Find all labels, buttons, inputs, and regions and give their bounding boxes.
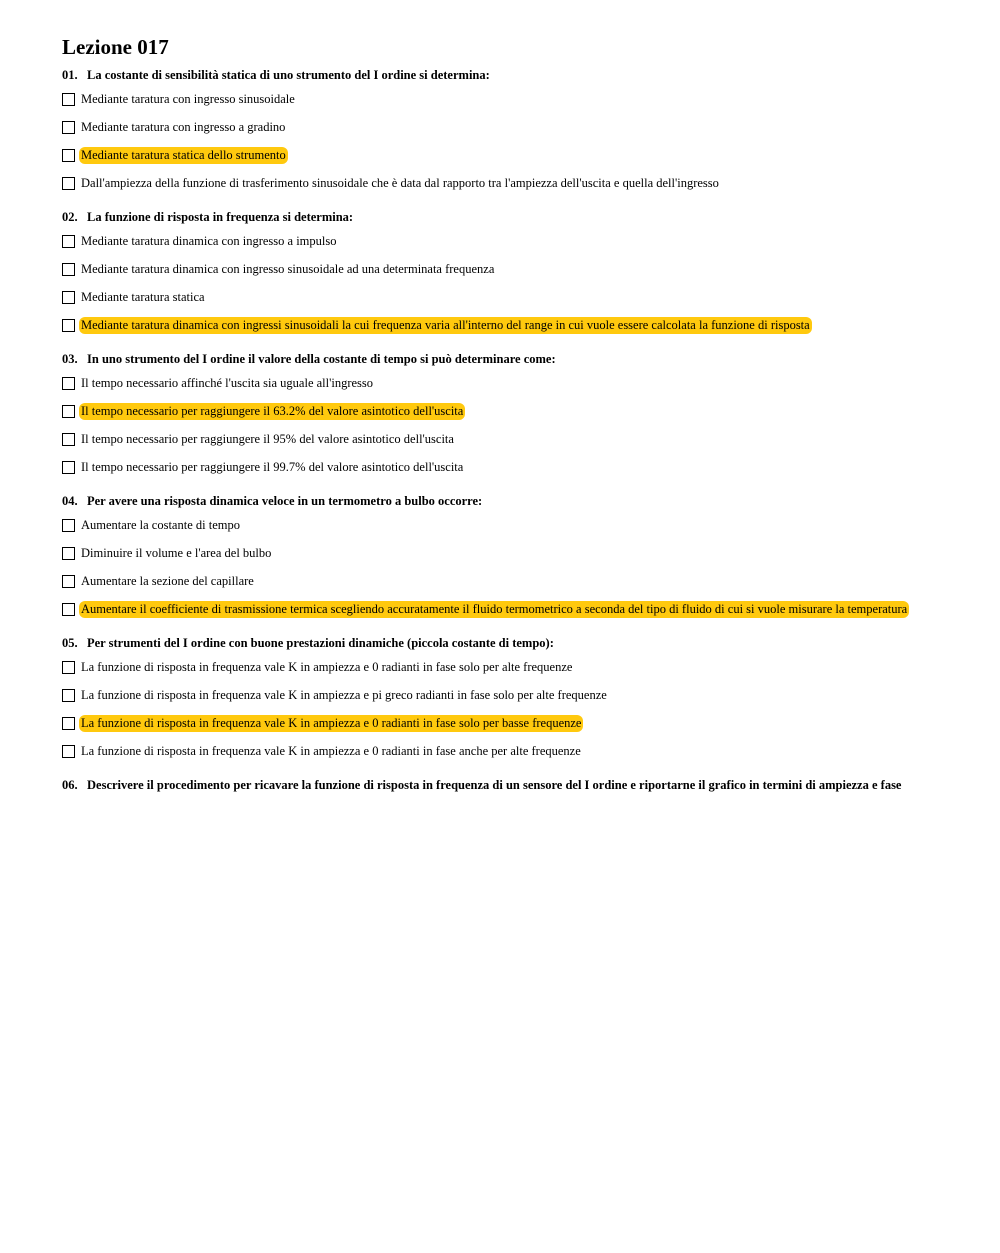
question-number: 03. xyxy=(62,352,78,366)
answer-text: Mediante taratura con ingresso a gradino xyxy=(81,119,286,134)
question-4 xyxy=(62,493,982,623)
answer-text: Dall'ampiezza della funzione di trasferimento sinusoidale che è data dal rapporto tra l'ampiezza dell'uscita e quella dell'ingresso xyxy=(81,175,719,190)
answer-text-highlighted: Mediante taratura dinamica con ingressi sinusoidali la cui frequenza varia all'interno del range in cui vuole essere calcolata la funzione di risposta xyxy=(81,317,810,332)
answer-text: Diminuire il volume e l'area del bulbo xyxy=(81,545,272,560)
question-number: 04. xyxy=(62,494,78,508)
answer-checkbox[interactable] xyxy=(62,689,75,702)
answer-option xyxy=(62,453,982,481)
answer-option xyxy=(62,737,982,765)
document-page xyxy=(62,33,982,805)
question-number: 06. xyxy=(62,778,78,792)
answer-option xyxy=(62,425,982,453)
answer-checkbox[interactable] xyxy=(62,547,75,560)
answer-checkbox[interactable] xyxy=(62,93,75,106)
question-heading xyxy=(62,209,982,225)
answer-text: La funzione di risposta in frequenza vale K in ampiezza e 0 radianti in fase anche per alte frequenze xyxy=(81,743,581,758)
answer-checkbox[interactable] xyxy=(62,603,75,616)
question-number: 02. xyxy=(62,210,78,224)
answer-option xyxy=(62,113,982,141)
question-2 xyxy=(62,209,982,339)
question-heading xyxy=(62,493,982,509)
question-heading xyxy=(62,777,982,793)
answer-text: Mediante taratura con ingresso sinusoidale xyxy=(81,91,295,106)
answer-option xyxy=(62,227,982,255)
answer-checkbox[interactable] xyxy=(62,377,75,390)
question-text: La costante di sensibilità statica di uno strumento del I ordine si determina: xyxy=(87,68,490,82)
answer-option xyxy=(62,539,982,567)
answer-text: Aumentare la costante di tempo xyxy=(81,517,240,532)
answer-text: Mediante taratura statica xyxy=(81,289,205,304)
answer-option xyxy=(62,141,982,169)
answer-option xyxy=(62,255,982,283)
question-number: 01. xyxy=(62,68,78,82)
answer-checkbox[interactable] xyxy=(62,405,75,418)
question-number: 05. xyxy=(62,636,78,650)
question-text: La funzione di risposta in frequenza si determina: xyxy=(87,210,354,224)
question-heading xyxy=(62,635,982,651)
answer-text: La funzione di risposta in frequenza vale K in ampiezza e 0 radianti in fase solo per alte frequenze xyxy=(81,659,573,674)
answer-text: Il tempo necessario affinché l'uscita sia uguale all'ingresso xyxy=(81,375,374,390)
question-list xyxy=(62,67,982,793)
answer-option xyxy=(62,709,982,737)
answer-checkbox[interactable] xyxy=(62,519,75,532)
answer-checkbox[interactable] xyxy=(62,291,75,304)
answer-text: Mediante taratura dinamica con ingresso a impulso xyxy=(81,233,337,248)
answer-checkbox[interactable] xyxy=(62,745,75,758)
question-1 xyxy=(62,67,982,197)
answer-option xyxy=(62,397,982,425)
question-text: Per avere una risposta dinamica veloce in un termometro a bulbo occorre: xyxy=(87,494,483,508)
answer-text: La funzione di risposta in frequenza vale K in ampiezza e pi greco radianti in fase solo per alte frequenze xyxy=(81,687,607,702)
answer-option xyxy=(62,653,982,681)
answer-text-highlighted: La funzione di risposta in frequenza vale K in ampiezza e 0 radianti in fase solo per basse frequenze xyxy=(81,715,582,730)
answer-checkbox[interactable] xyxy=(62,319,75,332)
answer-text-highlighted: Aumentare il coefficiente di trasmissione termica scegliendo accuratamente il fluido termometrico a seconda del tipo di fluido di cui si vuole misurare la temperatura xyxy=(81,601,908,616)
question-3 xyxy=(62,351,982,481)
question-heading xyxy=(62,351,982,367)
answer-text: Aumentare la sezione del capillare xyxy=(81,573,254,588)
lesson-title: Lezione 017 xyxy=(62,35,169,59)
question-text: Descrivere il procedimento per ricavare la funzione di risposta in frequenza di un sensore del I ordine e riportarne il grafico in termini di ampiezza e fase xyxy=(87,778,902,792)
answer-text: Mediante taratura dinamica con ingresso sinusoidale ad una determinata frequenza xyxy=(81,261,495,276)
answer-checkbox[interactable] xyxy=(62,717,75,730)
answer-checkbox[interactable] xyxy=(62,263,75,276)
answer-option xyxy=(62,681,982,709)
answer-option xyxy=(62,511,982,539)
answer-checkbox[interactable] xyxy=(62,177,75,190)
answer-option xyxy=(62,567,982,595)
question-6 xyxy=(62,777,982,793)
question-5 xyxy=(62,635,982,765)
answer-option xyxy=(62,283,982,311)
answer-checkbox[interactable] xyxy=(62,149,75,162)
answer-option xyxy=(62,85,982,113)
answer-checkbox[interactable] xyxy=(62,461,75,474)
question-text: Per strumenti del I ordine con buone prestazioni dinamiche (piccola costante di tempo): xyxy=(87,636,554,650)
answer-checkbox[interactable] xyxy=(62,661,75,674)
answer-option xyxy=(62,169,982,197)
answer-option xyxy=(62,595,982,623)
answer-text-highlighted: Il tempo necessario per raggiungere il 63.2% del valore asintotico dell'uscita xyxy=(81,403,464,418)
question-text: In uno strumento del I ordine il valore della costante di tempo si può determinare come: xyxy=(87,352,556,366)
answer-checkbox[interactable] xyxy=(62,575,75,588)
answer-option xyxy=(62,311,982,339)
answer-option xyxy=(62,369,982,397)
answer-text-highlighted: Mediante taratura statica dello strumento xyxy=(81,147,286,162)
answer-text: Il tempo necessario per raggiungere il 95% del valore asintotico dell'uscita xyxy=(81,431,454,446)
answer-checkbox[interactable] xyxy=(62,121,75,134)
question-heading xyxy=(62,67,982,83)
answer-text: Il tempo necessario per raggiungere il 99.7% del valore asintotico dell'uscita xyxy=(81,459,464,474)
answer-checkbox[interactable] xyxy=(62,235,75,248)
answer-checkbox[interactable] xyxy=(62,433,75,446)
